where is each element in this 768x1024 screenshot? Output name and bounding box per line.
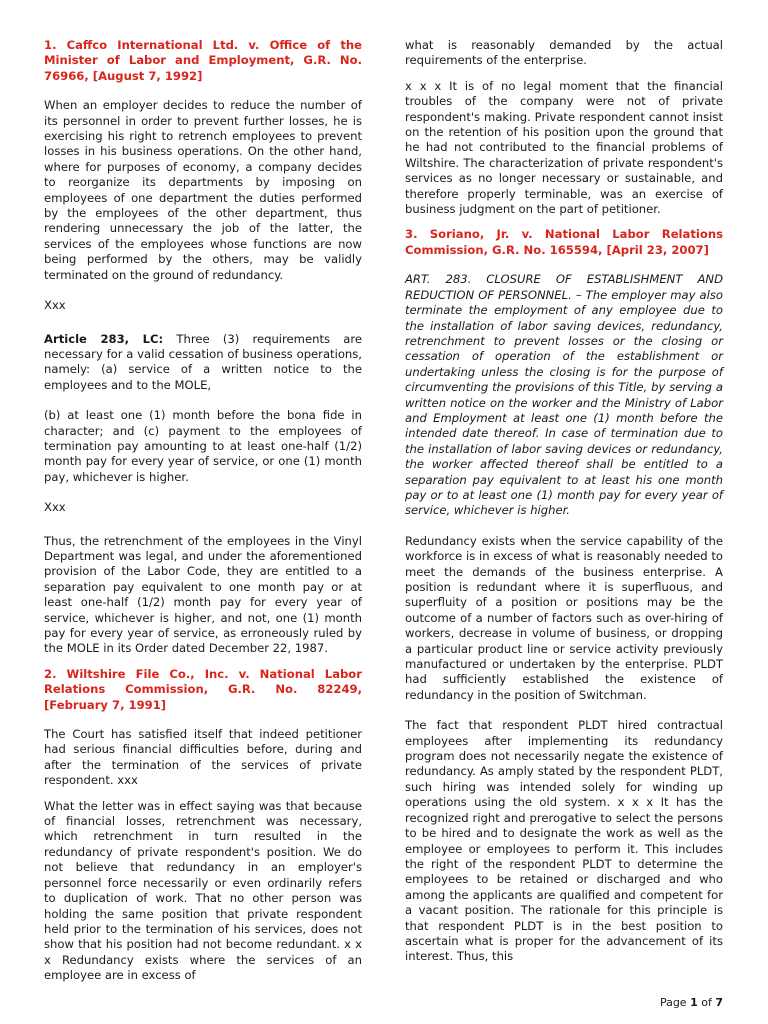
paragraph: When an employer decides to reduce the number of its personnel in order to prevent further losses, he is exercising his right to retrench employees to prevent losses in his business operations. On the other hand, where for purposes of economy, a company decides to reorganize its departments by imposing on employees of one department the duties performed by the employees of the other department, thus rendering unnecessary the job of the latter, the services of the employees whose functions are now being performed by the others, may be validly terminated on the ground of redundancy. [44,98,362,282]
of-word: of [701,996,712,1009]
paragraph: Thus, the retrenchment of the employees in the Vinyl Department was legal, and under the aforementioned provision of the Labor Code, they are entitled to a separation pay equivalent to one month pay or at least one-half (1/2) month pay for every year of service, whichever is higher, and not, one (1) month pay for every year of service, as erroneously ruled by the MOLE in its Order dated December 22, 1987. [44,533,362,656]
paragraph: what is reasonably demanded by the actual requirements of the enterprise. [405,38,723,68]
page-total: 7 [715,996,723,1009]
page-word: Page [659,996,687,1009]
page-number [660,996,723,1009]
paragraph: Redundancy exists when the service capability of the workforce is in excess of what is reasonably needed to meet the demands of the business enterprise. A position is redundant where it is superfluous, and superfluity of a position or positions may be the outcome of a number of factors such as over-hiring of workers, decrease in volume of business, or dropping a particular product line or service activity previously manufactured or undertaken by the enterprise. PLDT had sufficiently established the existence of redundancy in the position of Switchman. [405,533,723,702]
quoted-article-283: ART. 283. CLOSURE OF ESTABLISHMENT AND REDUCTION OF PERSONNEL. – The employer may also terminate the employment of any employee due to the installation of labor saving devices, redundancy, retrenchment to prevent losses or the closing or cessation of operation of the establishment or undertaking unless the closing is for the purpose of circumventing the provisions of this Title, by serving a written notice on the worker and the Ministry of Labor and Employment at least one (1) month before the intended date thereof. In case of termination due to the installation of labor saving devices or redundancy, the worker affected thereof shall be entitled to a separation pay equivalent to at least his one month pay or to at least one (1) month pay for every year of service, whichever is higher. [405,272,723,518]
case-heading-wiltshire: 2. Wiltshire File Co., Inc. v. National Labor Relations Commission, G.R. No. 82249, [February 7, 1991] [44,666,362,712]
case-heading-caffco: 1. Caffco International Ltd. v. Office of the Minister of Labor and Employment, G.R. No. 76966, [August 7, 1992] [44,38,362,83]
page-current: 1 [690,996,698,1009]
paragraph: (b) at least one (1) month before the bona fide in character; and (c) payment to the employees of termination pay amounting to at least one-half (1/2) month pay for every year of service, or one (1) month pay, whichever is higher. [44,408,362,484]
article-text: Three (3) requirements are necessary for a valid cessation of business operations, namely: (a) service of a written notice to the employees and to the MOLE, [44,331,362,392]
paragraph: The Court has satisfied itself that indeed petitioner had serious financial difficulties before, during and after the termination of the services of private respondent. xxx [44,727,362,788]
omission-marker: Xxx [44,500,66,515]
left-column [44,38,362,999]
omission-marker: Xxx [44,298,66,313]
article-label: Article 283, LC: [44,331,164,346]
paragraph: x x x It is of no legal moment that the financial troubles of the company were not of private respondent's making. Private respondent cannot insist on the retention of his position upon the ground that he had not contributed to the financial problems of Wiltshire. The characterization of private respondent's services as no longer necessary or sustainable, and therefore properly terminable, was an exercise of business judgment on the part of petitioner. [405,78,723,217]
paragraph-article-283 [44,332,362,394]
paragraph: The fact that respondent PLDT hired contractual employees after implementing its redundancy program does not necessarily negate the existence of redundancy. As amply stated by the respondent PLDT, such hiring was intended solely for winding up operations using the old system. x x x It has the recognized right and prerogative to select the persons to be hired and to designate the work as well as the employee or employees to perform it. This includes the right of the respondent PLDT to determine the employees to be retained or discharged and who among the applicants are qualified and competent for a vacant position. The rationale for this principle is that respondent PLDT is in the best position to ascertain what is proper for the advancement of its interest. Thus, this [405,718,723,964]
paragraph: What the letter was in effect saying was that because of financial losses, retrenchment was necessary, which retrenchment in turn resulted in the redundancy of private respondent's position. We do not believe that redundancy in an employer's personnel force necessarily or even ordinarily refers to duplication of work. That no other person was holding the same position that private respondent held prior to the termination of his services, does not show that his position had not become redundant. x x x Redundancy exists where the services of an employee are in excess of [44,798,362,983]
case-heading-soriano: 3. Soriano, Jr. v. National Labor Relations Commission, G.R. No. 165594, [April 23, 2007] [405,227,723,257]
right-column [405,38,723,980]
